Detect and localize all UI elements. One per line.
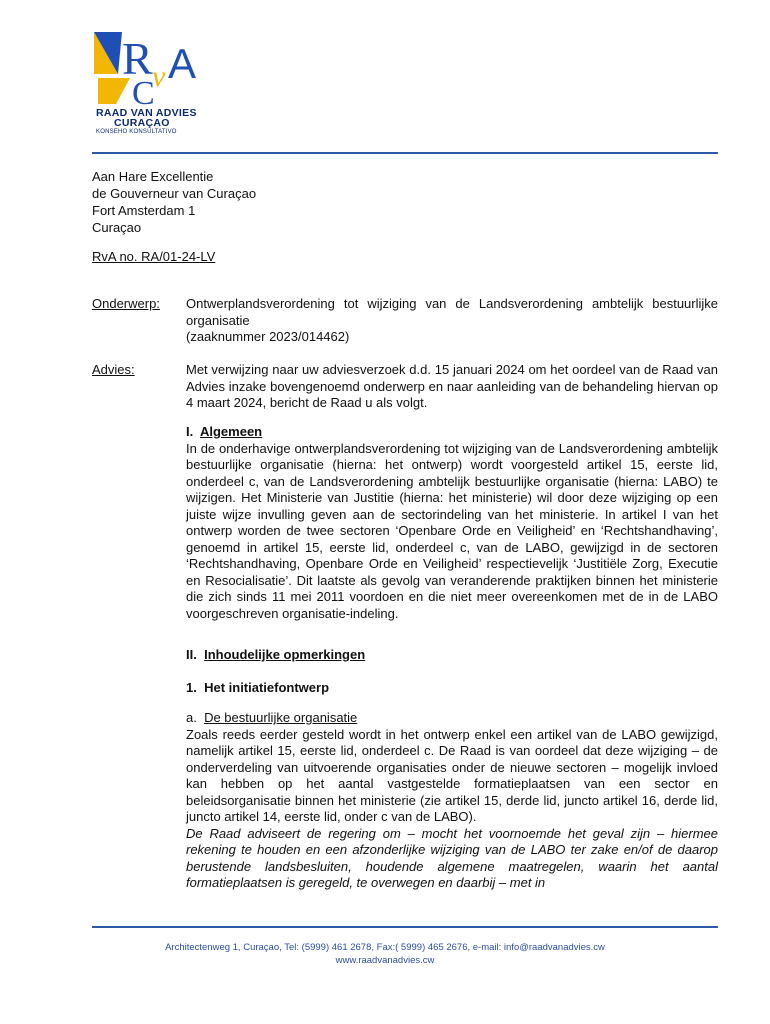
addressee-line: de Gouverneur van Curaçao xyxy=(92,186,257,201)
subsection-advice: De Raad adviseert de regering om – mocht het voornoemde het geval zijn – hiermee rekening te houden en een afzonderlijke wijziging van de LABO ter zake en/of de daarop berustende landsbesluiten, houdende algemene maatregelen, waarin het aantal formatieplaatsen is geregeld, te overwegen en daarbij – met in xyxy=(186,825,718,890)
addressee-block xyxy=(92,168,256,236)
footer-contact: Architectenweg 1, Curaçao, Tel: (5999) 461 2678, Fax:( 5999) 465 2676, e-mail: info@raadvanadvies.cw xyxy=(165,942,605,953)
section-remarks xyxy=(186,647,718,664)
subsection-body: Zoals reeds eerder gesteld wordt in het ontwerp enkel een artikel van de LABO gewijzigd, namelijk artikel 15, eerste lid, onderdeel c. De Raad is van oordeel dat deze wijziging – de onderverdeling van uitvoerende organisaties onder de nieuwe sectoren – mogelijk invloed kan hebben op het aantal vastgestelde formatieplaatsen van een sector en beleidsorganisatie binnen het ministerie (zie artikel 15, derde lid, juncto artikel 16, derde lid, juncto artikel 14, eerste lid, onder c van de LABO). xyxy=(186,726,718,824)
section-number: I. xyxy=(186,424,194,439)
section-general xyxy=(186,424,718,622)
logo-name-line2: CURAÇAO xyxy=(114,117,170,129)
svg-text:R: R xyxy=(122,33,153,84)
subsection-title: Het initiatiefontwerp xyxy=(204,680,330,695)
footer-divider xyxy=(92,926,718,928)
footer-website: www.raadvanadvies.cw xyxy=(335,955,435,966)
addressee-line: Fort Amsterdam 1 xyxy=(92,203,196,218)
subsection-number: 1. xyxy=(186,680,197,695)
logo-name-line1: RAAD VAN ADVIES xyxy=(96,107,197,119)
section-heading xyxy=(186,647,718,664)
addressee-line: Aan Hare Excellentie xyxy=(92,169,214,184)
subject-line2: (zaaknummer 2023/014462) xyxy=(186,329,350,344)
addressee-line: Curaçao xyxy=(92,220,142,235)
svg-text:v: v xyxy=(152,60,166,93)
subject-text xyxy=(186,296,718,346)
subsection-letter: a. xyxy=(186,710,197,725)
subsection-organisation xyxy=(186,710,718,892)
advice-label: Advies: xyxy=(92,362,135,377)
logo-subline: KONSEHO KONSULTATIVO xyxy=(96,129,177,135)
svg-text:A: A xyxy=(168,40,197,87)
section-number: II. xyxy=(186,647,197,662)
rva-logo xyxy=(92,28,232,140)
advice-text: Met verwijzing naar uw adviesverzoek d.d. 15 januari 2024 om het oordeel van de Raad van Advies inzake bovengenoemd onderwerp en naar aanleiding van de behandeling hiervan op 4 maart 2024, bericht de Raad u als volgt. xyxy=(186,362,718,410)
reference-number: RvA no. RA/01-24-LV xyxy=(92,249,216,264)
subsection-heading xyxy=(186,710,718,727)
subject-line1: Ontwerplandsverordening tot wijziging van de Landsverordening ambtelijk bestuurlijke organisatie xyxy=(186,296,718,328)
section-title: Inhoudelijke opmerkingen xyxy=(204,647,366,662)
header-divider xyxy=(92,152,718,154)
subsection-title: De bestuurlijke organisatie xyxy=(204,710,358,725)
subsection-initiative xyxy=(186,680,718,697)
section-body: In de onderhavige ontwerplandsverordening tot wijziging van de Landsverordening ambtelijk bestuurlijke organisatie (hierna: het ontwerp) wordt voorgesteld artikel 15, eerste lid, onderdeel c, van de Landsverordening ambtelijk bestuurlijke organisatie (hierna: LABO) te wijzigen. Het Ministerie van Justitie (hierna: het ministerie) wil door deze wijziging op een juiste wijze invulling geven aan de sectorindeling van het ministerie. In artikel I van het ontwerp worden de twee sectoren ‘Openbare Orde en Veiligheid’ en ‘Rechtshandhaving’, genoemd in artikel 15, eerste lid, onderdeel c, van de LABO, gewijzigd in de sectoren ‘Rechtshandhaving, Openbare Orde en Veiligheid’ respectievelijk ‘Justitiële Zorg, Executie en Resocialisatie’. Dit laatste als gevolg van veranderende praktijken binnen het ministerie die zich sinds 11 mei 2011 voordoen en die niet meer overeenkomen met de in de LABO voorgeschreven organisatie-indeling. xyxy=(186,440,718,621)
subject-label: Onderwerp: xyxy=(92,296,160,311)
logo-emblem-icon xyxy=(92,28,232,108)
subsection-heading xyxy=(186,680,718,697)
svg-text:C: C xyxy=(132,75,155,108)
section-title: Algemeen xyxy=(199,424,263,439)
section-heading xyxy=(186,424,718,441)
